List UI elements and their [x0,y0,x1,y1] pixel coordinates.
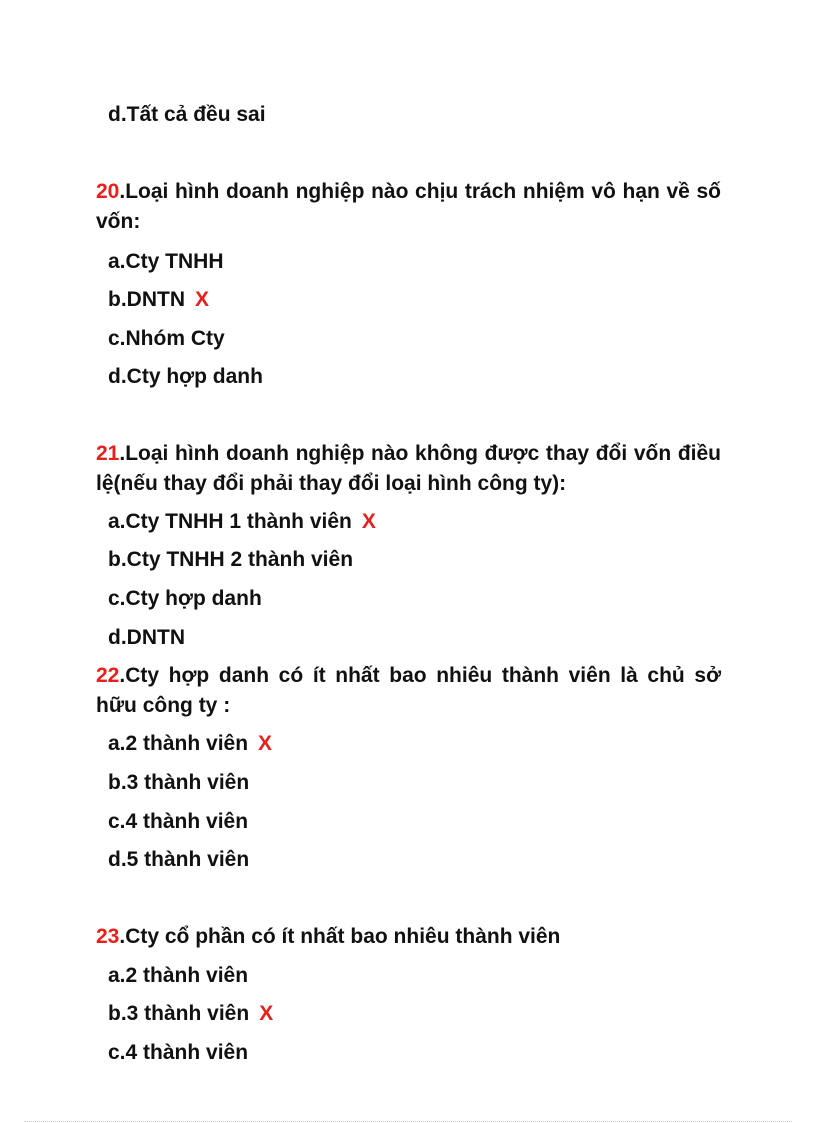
option-text: c.4 thành viên [108,810,249,833]
option-text: b.3 thành viên [108,771,250,794]
option-c-q23 [108,1041,248,1065]
option-a-q23 [108,964,248,988]
question-20 [96,177,721,237]
option-text: d.5 thành viên [108,848,250,871]
question-number: 23 [96,925,120,948]
option-b-q21 [108,548,353,572]
option-text: a.Cty TNHH 1 thành viên [108,510,352,533]
question-text: .Cty cổ phần có ít nhất bao nhiêu thành viên [119,925,561,948]
answer-mark: X [258,732,273,755]
question-text: .Loại hình doanh nghiệp nào không được thay đổi vốn điều lệ(nếu thay đổi phải thay đổi loại hình công ty): [96,442,721,495]
option-d-q20 [108,365,263,389]
option-a-q21 [108,510,376,534]
question-text: .Loại hình doanh nghiệp nào chịu trách nhiệm vô hạn về số vốn: [96,180,721,233]
option-text: b.Cty TNHH 2 thành viên [108,548,354,571]
question-22 [96,661,721,721]
option-a-q22 [108,732,272,756]
option-text: c.Cty hợp danh [108,587,262,610]
option-text: a.2 thành viên [108,732,249,755]
option-b-q20 [108,288,209,312]
option-c-q22 [108,810,248,834]
answer-mark: X [195,288,210,311]
option-text: d.DNTN [108,626,185,649]
question-text: .Cty hợp danh có ít nhất bao nhiêu thành viên là chủ sở hữu công ty : [96,664,721,717]
question-23 [96,922,721,952]
option-b-q23 [108,1002,273,1026]
option-text: c.Nhóm Cty [108,327,225,350]
question-number: 21 [96,442,120,465]
option-text: b.3 thành viên [108,1002,250,1025]
question-21 [96,439,721,499]
question-number: 20 [96,180,120,203]
option-text: c.4 thành viên [108,1041,249,1064]
option-text: d.Tất cả đều sai [108,103,266,126]
option-text: a.2 thành viên [108,964,249,987]
answer-mark: X [259,1002,274,1025]
option-d-q21 [108,626,185,650]
option-text: a.Cty TNHH [108,250,224,273]
option-c-q21 [108,587,262,611]
answer-mark: X [361,510,376,533]
option-d-q22 [108,848,249,872]
option-c-q20 [108,327,225,351]
option-text: d.Cty hợp danh [108,365,263,388]
option-text: b.DNTN [108,288,185,311]
option-b-q22 [108,771,249,795]
page-bottom-rule [24,1121,792,1122]
question-number: 22 [96,664,120,687]
option-a-q20 [108,250,224,274]
option-d-q19 [108,103,266,127]
